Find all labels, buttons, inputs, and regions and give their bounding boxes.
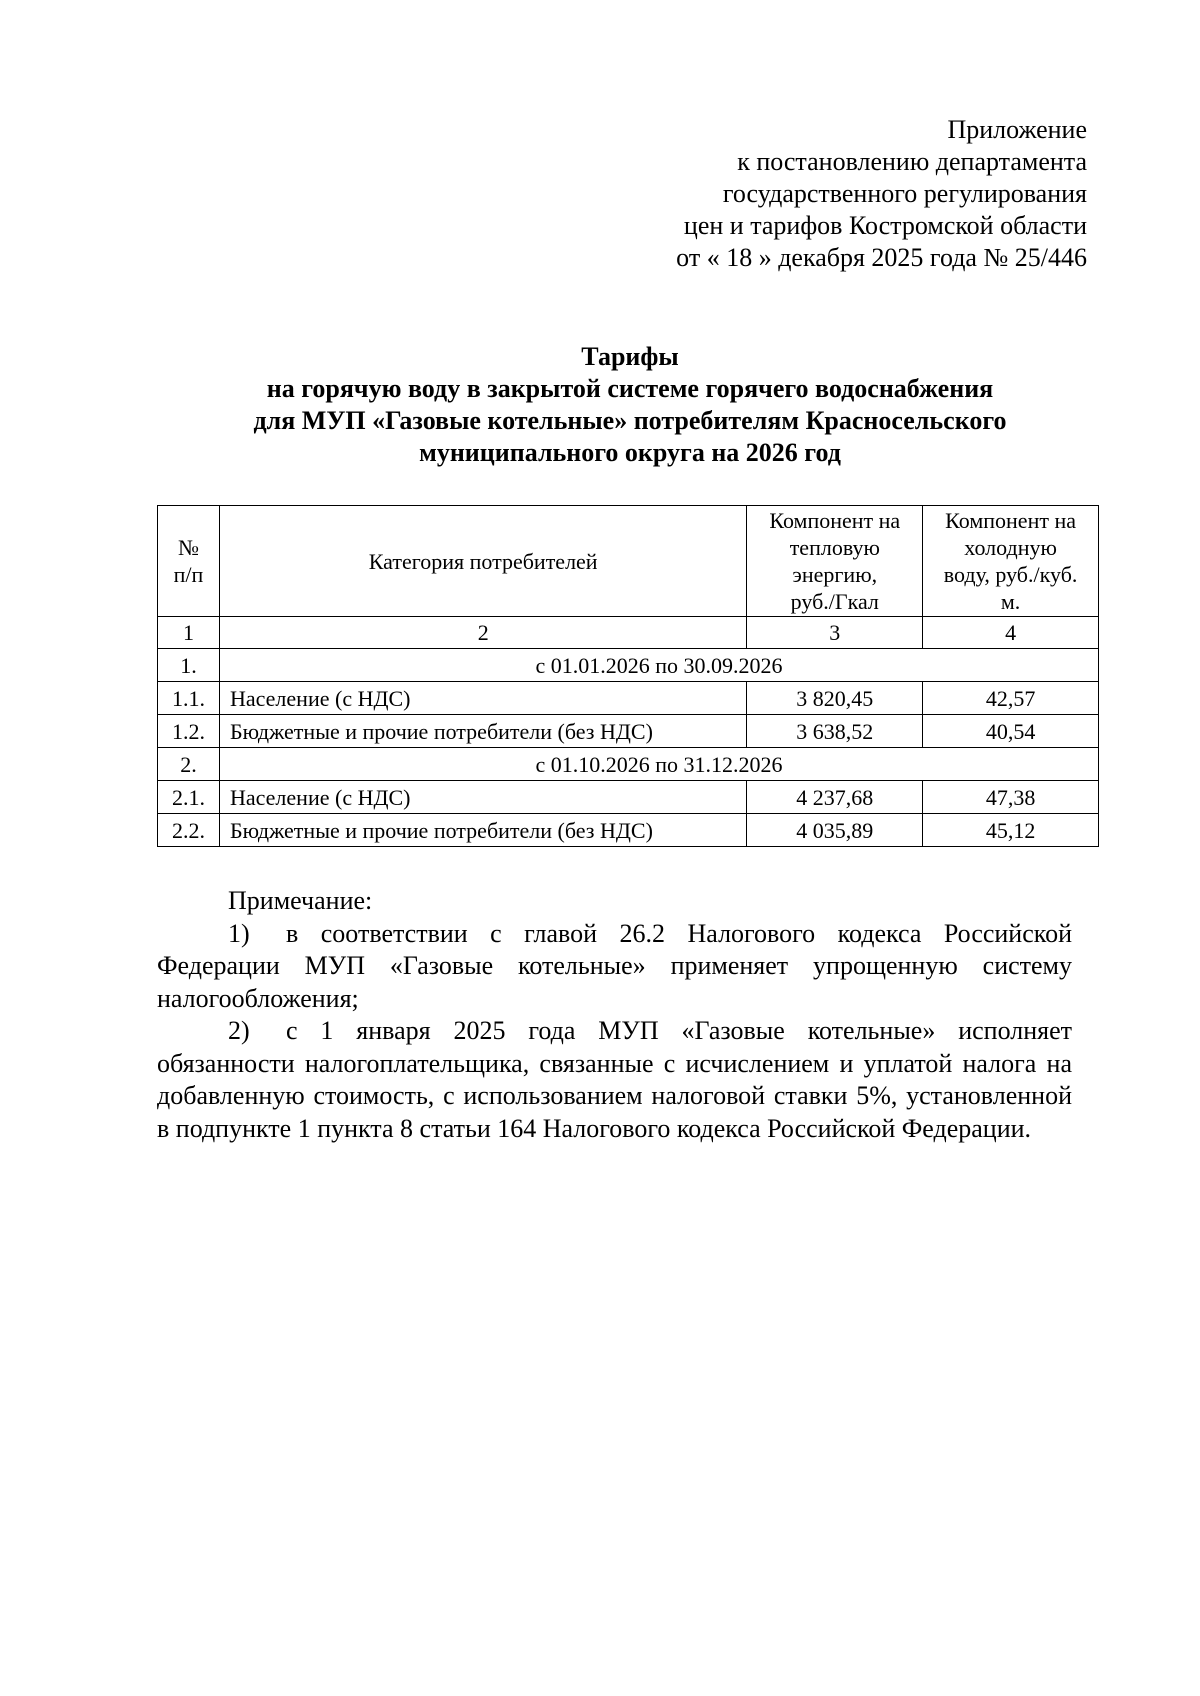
row-water-value: 42,57	[923, 682, 1099, 715]
tariff-table	[157, 505, 1099, 847]
note-item	[157, 918, 1072, 1016]
row-water-value: 40,54	[923, 715, 1099, 748]
row-num: 2.2.	[158, 814, 220, 847]
row-num: 1.2.	[158, 715, 220, 748]
row-category: Бюджетные и прочие потребители (без НДС)	[219, 715, 746, 748]
row-heat-value: 4 237,68	[747, 781, 923, 814]
table-row	[158, 682, 1099, 715]
approval-line: к постановлению департамента	[737, 147, 1087, 176]
table-row	[158, 715, 1099, 748]
approval-line: цен и тарифов Костромской области	[683, 211, 1087, 240]
index-cell: 3	[747, 617, 923, 649]
table-row	[158, 814, 1099, 847]
table-row	[158, 781, 1099, 814]
notes-section	[157, 885, 1072, 1145]
note-marker: 2)	[228, 1016, 250, 1045]
index-cell: 4	[923, 617, 1099, 649]
period-num: 2.	[158, 748, 220, 781]
notes-title: Примечание:	[228, 886, 373, 915]
row-category: Население (с НДС)	[219, 781, 746, 814]
header-water: Компонент на холодную воду, руб./куб. м.	[923, 506, 1099, 617]
note-marker: 1)	[228, 918, 250, 948]
table-index-row	[158, 617, 1099, 649]
title-line: для МУП «Газовые котельные» потребителям Красносельского	[253, 406, 1007, 435]
row-heat-value: 3 820,45	[747, 682, 923, 715]
header-num: № п/п	[158, 506, 220, 617]
row-num: 2.1.	[158, 781, 220, 814]
row-category: Население (с НДС)	[219, 682, 746, 715]
header-category: Категория потребителей	[219, 506, 746, 617]
period-num: 1.	[158, 649, 220, 682]
index-cell: 1	[158, 617, 220, 649]
row-heat-value: 4 035,89	[747, 814, 923, 847]
approval-line: государственного регулирования	[722, 179, 1087, 208]
table-header-row	[158, 506, 1099, 617]
row-num: 1.1.	[158, 682, 220, 715]
period-row	[158, 748, 1099, 781]
period-label: с 01.01.2026 по 30.09.2026	[219, 649, 1098, 682]
approval-block	[676, 114, 1087, 274]
approval-line: Приложение	[947, 115, 1087, 144]
row-water-value: 45,12	[923, 814, 1099, 847]
approval-line: от « 18 » декабря 2025 года № 25/446	[676, 243, 1087, 272]
period-label: с 01.10.2026 по 31.12.2026	[219, 748, 1098, 781]
title-line: на горячую воду в закрытой системе горячего водоснабжения	[266, 374, 994, 403]
document-title	[160, 341, 1100, 469]
note-text: с 1 января 2025 года МУП «Газовые котельные» исполняет обязанности налогоплательщика, связанные с исчислением и уплатой налога на добавленную стоимость, с использованием налоговой ставки 5%, установленной в подпункте 1 пункта 8 статьи 164 Налогового кодекса Российской Федерации.	[157, 1016, 1072, 1143]
row-water-value: 47,38	[923, 781, 1099, 814]
index-cell: 2	[219, 617, 746, 649]
note-item	[157, 1015, 1072, 1145]
row-category: Бюджетные и прочие потребители (без НДС)	[219, 814, 746, 847]
period-row	[158, 649, 1099, 682]
note-text: в соответствии с главой 26.2 Налогового кодекса Российской Федерации МУП «Газовые котельные» применяет упрощенную систему налогообложения;	[157, 918, 1072, 1013]
header-heat: Компонент на тепловую энергию, руб./Гкал	[747, 506, 923, 617]
title-line: муниципального округа на 2026 год	[419, 438, 841, 467]
row-heat-value: 3 638,52	[747, 715, 923, 748]
title-line: Тарифы	[581, 342, 679, 371]
